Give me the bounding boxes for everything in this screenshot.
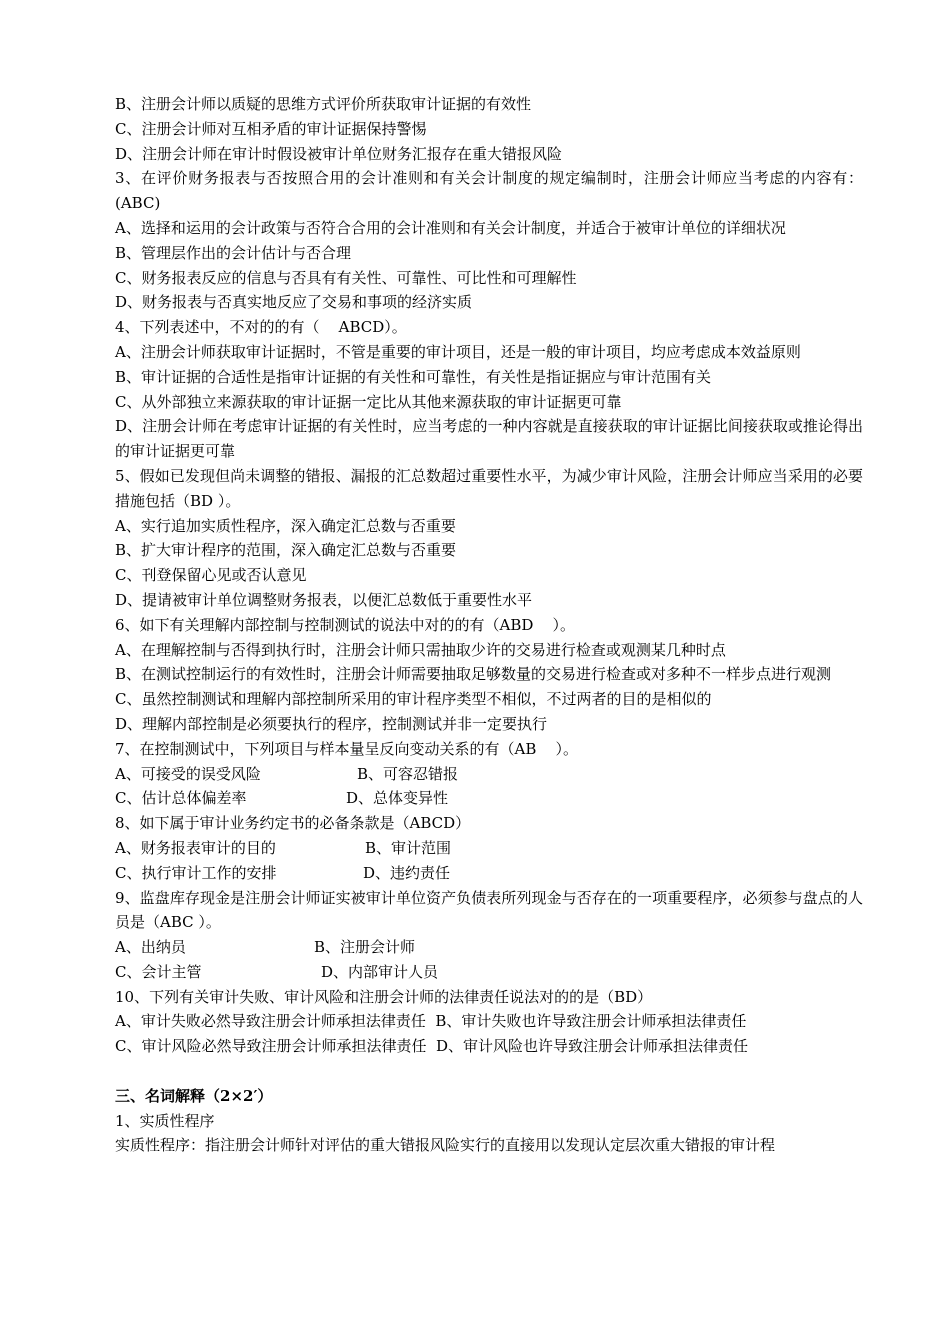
option-pair [115,935,863,960]
option-pair [115,960,863,985]
text-line: A、注册会计师获取审计证据时，不管是重要的审计项目，还是一般的审计项目，均应考虑成本效益原则 [115,342,801,361]
text-line: B、审计证据的合适性是指审计证据的有关性和可靠性，有关性是指证据应与审计范围有关 [115,367,712,386]
text-line: B、管理层作出的会计估计与否合理 [115,243,352,262]
option-left: A、可接受的误受风险 [115,764,261,783]
option-right: B、注册会计师 [314,938,416,957]
option-right: D、总体变异性 [346,789,449,808]
text-line: A、审计失败必然导致注册会计师承担法律责任 B、审计失败也许导致注册会计师承担法律责任 [115,1012,747,1031]
text-line: C、从外部独立来源获取的审计证据一定比从其他来源获取的审计证据更可靠 [115,392,622,411]
text-line: 实质性程序：指注册会计师针对评估的重大错报风险实行的直接用以发现认定层次重大错报的审计程 [115,1136,776,1155]
option-left: C、会计主管 [115,962,202,981]
option-right: B、可容忍错报 [357,764,459,783]
text-line: 5、假如已发现但尚未调整的错报、漏报的汇总数超过重要性水平，为减少审计风险，注册会计师应当采用的必要措施包括（BD ）。 [115,466,863,510]
option-right: B、审计范围 [365,838,452,857]
text-line: 6、如下有关理解内部控制与控制测试的说法中对的的有（ABD ）。 [115,615,576,634]
option-pair [115,836,863,861]
text-line: B、扩大审计程序的范围，深入确定汇总数与否重要 [115,541,457,560]
option-right: D、内部审计人员 [321,962,439,981]
text-line: 9、监盘库存现金是注册会计师证实被审计单位资产负债表所列现金与否存在的一项重要程序，必须参与盘点的人员是（ABC ）。 [115,888,863,932]
text-line: C、刊登保留心见或否认意见 [115,566,307,585]
text-line: 4、下列表述中，不对的的有（ ABCD）。 [115,318,407,337]
option-left: C、估计总体偏差率 [115,789,247,808]
section-heading: 三、名词解释（2×2′） [115,1086,273,1105]
text-line: B、在测试控制运行的有效性时，注册会计师需要抽取足够数量的交易进行检查或对多种不一样步点进行观测 [115,665,832,684]
option-left: A、出纳员 [115,938,186,957]
blank-line [115,1059,863,1084]
text-line: D、理解内部控制是必须要执行的程序，控制测试并非一定要执行 [115,714,548,733]
text-line: C、虽然控制测试和理解内部控制所采用的审计程序类型不相似，不过两者的目的是相似的 [115,690,712,709]
text-line: A、实行追加实质性程序，深入确定汇总数与否重要 [115,516,456,535]
option-left: C、执行审计工作的安排 [115,863,277,882]
text-line: A、选择和运用的会计政策与否符合合用的会计准则和有关会计制度，并适合于被审计单位的详细状况 [115,218,786,237]
text-line: D、财务报表与否真实地反应了交易和事项的经济实质 [115,293,473,312]
text-line: D、提请被审计单位调整财务报表，以便汇总数低于重要性水平 [115,590,533,609]
text-line: A、在理解控制与否得到执行时，注册会计师只需抽取少许的交易进行检查或观测某几种时点 [115,640,726,659]
text-line: D、注册会计师在考虑审计证据的有关性时，应当考虑的一种内容就是直接获取的审计证据比间接获取或推论得出的审计证据更可靠 [115,417,863,461]
text-line: C、财务报表反应的信息与否具有有关性、可靠性、可比性和可理解性 [115,268,577,287]
text-line: D、注册会计师在审计时假设被审计单位财务汇报存在重大错报风险 [115,144,563,163]
option-pair [115,861,863,886]
option-pair [115,786,863,811]
text-line: C、审计风险必然导致注册会计师承担法律责任 D、审计风险也许导致注册会计师承担法律责任 [115,1037,749,1056]
text-line: 7、在控制测试中，下列项目与样本量呈反向变动关系的有（AB ）。 [115,739,578,758]
option-right: D、违约责任 [363,863,451,882]
text-line: 8、如下属于审计业务约定书的必备条款是（ABCD） [115,814,471,833]
document-body [115,92,863,1158]
text-line: 1、实质性程序 [115,1111,215,1130]
text-line: 10、下列有关审计失败、审计风险和注册会计师的法律责任说法对的的是（BD） [115,987,653,1006]
option-left: A、财务报表审计的目的 [115,838,276,857]
text-line: B、注册会计师以质疑的思维方式评价所获取审计证据的有效性 [115,95,532,113]
text-line: 3、在评价财务报表与否按照合用的会计准则和有关会计制度的规定编制时，注册会计师应当考虑的内容有：(ABC) [115,169,863,213]
option-pair [115,762,863,787]
text-line: C、注册会计师对互相矛盾的审计证据保持警惕 [115,119,427,138]
